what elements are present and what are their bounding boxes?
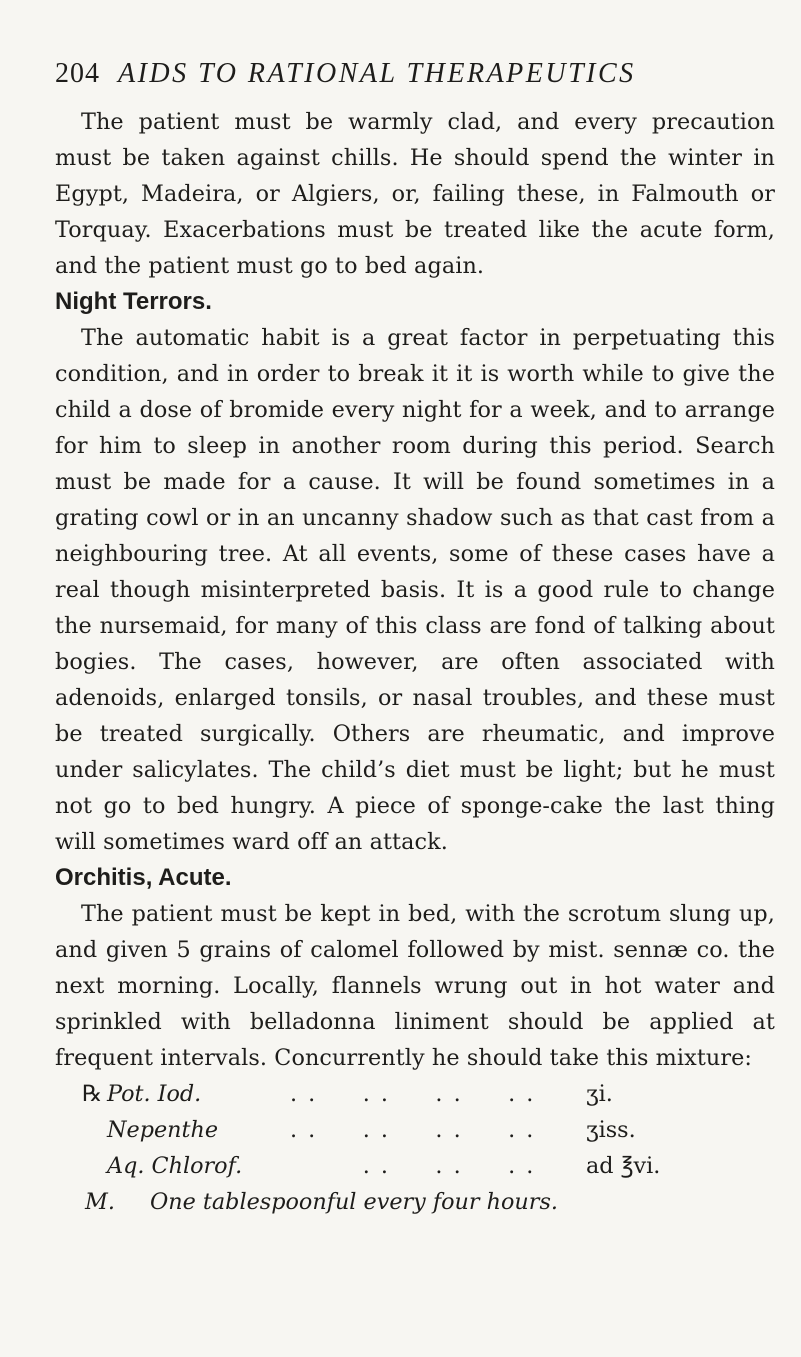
book-page xyxy=(55,58,775,1220)
leader-dots: . . . . . . . . xyxy=(290,1081,536,1107)
ingredient-name: Pot. Iod. xyxy=(107,1081,202,1107)
leader-dots: . . . . . . . . xyxy=(290,1117,536,1143)
section-heading-night-terrors: Night Terrors. xyxy=(55,288,212,315)
prescription-row xyxy=(55,1076,775,1112)
page-number: 204 xyxy=(55,58,100,89)
recipe-symbol: ℞ xyxy=(82,1081,102,1107)
prescription-row xyxy=(55,1148,775,1184)
ingredient-name: Aq. Chlorof. xyxy=(107,1153,243,1179)
dosage-directions: One tablespoonful every four hours. xyxy=(150,1189,558,1215)
leader-dots: . . . . . . xyxy=(290,1153,536,1179)
ingredient-quantity: ʒiss. xyxy=(586,1117,636,1143)
intro-paragraph: The patient must be warmly clad, and every precaution must be taken against chills. He should spend the winter in Egypt, Madeira, or Algiers, or, failing these, in Falmouth or Torquay. Exacerbations must be treated like the acute form, and the patient must go to bed again. xyxy=(55,109,775,279)
prescription-directions-row xyxy=(55,1184,775,1220)
ingredient-name: Nepenthe xyxy=(107,1117,219,1143)
running-title: AIDS TO RATIONAL THERAPEUTICS xyxy=(118,58,636,89)
ingredient-quantity: ʒi. xyxy=(586,1081,613,1107)
misce-mark: M. xyxy=(85,1189,115,1215)
section-heading-orchitis: Orchitis, Acute. xyxy=(55,864,232,891)
section-text-orchitis: The patient must be kept in bed, with the scrotum slung up, and given 5 grains of calomel followed by mist. sennæ co. the next morning. Locally, flannels wrung out in hot water and sprinkled with belladonna liniment should be applied at frequent intervals. Concurrently he should take this mixture: xyxy=(55,901,775,1071)
prescription xyxy=(55,1076,775,1220)
prescription-row xyxy=(55,1112,775,1148)
ingredient-quantity: ad ℥vi. xyxy=(586,1153,661,1179)
running-header xyxy=(55,58,775,90)
section-text-night-terrors: The automatic habit is a great factor in perpetuating this condition, and in order to break it it is worth while to give the child a dose of bromide every night for a week, and to arrange for him to sleep in another room during this period. Search must be made for a cause. It will be found sometimes in a grating cowl or in an uncanny shadow such as that cast from a neighbouring tree. At all events, some of these cases have a real though misinterpreted basis. It is a good rule to change the nursemaid, for many of this class are fond of talking about bogies. The cases, however, are often associated with adenoids, enlarged tonsils, or nasal troubles, and these must be treated surgically. Others are rheumatic, and improve under salicylates. The child’s diet must be light; but he must not go to bed hungry. A piece of sponge-cake the last thing will sometimes ward off an attack. xyxy=(55,325,775,855)
